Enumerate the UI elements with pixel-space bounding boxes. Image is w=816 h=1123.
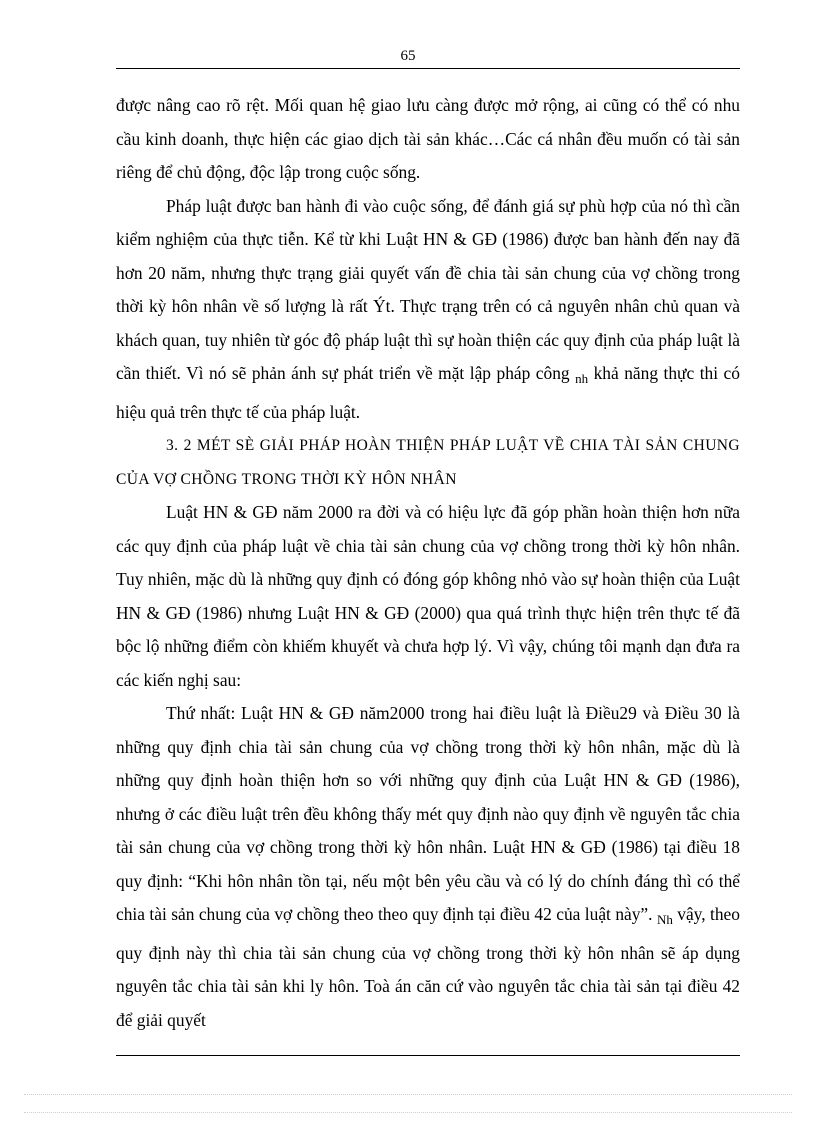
footer-rule: [116, 1055, 740, 1056]
paragraph-3: Luật HN & GĐ năm 2000 ra đời và có hiệu lực đã góp phần hoàn thiện hơn nữa các quy định của pháp luật về chia tài sản chung của vợ chồng trong thời kỳ hôn nhân. Tuy nhiên, mặc dù là những quy định có đóng góp không nhỏ vào sự hoàn thiện của Luật HN & GĐ (1986) nhưng Luật HN & GĐ (2000) qua quá trình thực hiện trên thực tế đã bộc lộ những điểm còn khiếm khuyết và chưa hợp lý. Vì vậy, chúng tôi mạnh dạn đưa ra các kiến nghị sau:: [116, 502, 740, 690]
document-body: [116, 89, 740, 1037]
section-heading: 3. 2 MÉT SÈ GIẢI PHÁP HOÀN THIỆN PHÁP LUẬT VỀ CHIA TÀI SẢN CHUNG CỦA VỢ CHỒNG TRONG THỜI KỲ HÔN NHÂN: [116, 437, 740, 488]
paragraph-4-fragment: Nh: [656, 912, 673, 927]
page-number: 65: [400, 48, 416, 64]
paragraph-4-text-b: vậy, theo quy định này thì chia tài sản chung của vợ chồng trong thời kỳ hôn nhân sẽ áp dụng nguyên tắc chia tài sản khi ly hôn. Toà án căn cứ vào nguyên tắc chia tài sản tại điều 42 để giải quyết: [116, 904, 740, 1030]
paragraph-2-text-b: khả năng thực thi có hiệu quả trên thực tế của pháp luật.: [116, 363, 740, 422]
paragraph-4-text-a: Thứ nhất: Luật HN & GĐ năm2000 trong hai điều luật là Điều29 và Điều 30 là những quy định chia tài sản chung của vợ chồng trong thời kỳ hôn nhân, mặc dù là những quy định hoàn thiện hơn so với những quy định của Luật HN & GĐ (1986), nhưng ở các điều luật trên đều không thấy mét quy định nào quy định về nguyên tắc chia tài sản chung của vợ chồng trong thời kỳ hôn nhân. Luật HN & GĐ (1986) tại điều 18 quy định: “Khi hôn nhân tồn tại, nếu một bên yêu cầu và có lý do chính đáng thì có thể chia tài sản chung của vợ chồng theo theo quy định tại điều 42 của luật này”.: [116, 703, 740, 924]
header-rule: [116, 68, 740, 69]
paragraph-2-text-a: Pháp luật được ban hành đi vào cuộc sống, để đánh giá sự phù hợp của nó thì cần kiểm nghiệm của thực tiễn. Kể từ khi Luật HN & GĐ (1986) được ban hành đến nay đã hơn 20 năm, nhưng thực trạng giải quyết vấn đề chia tài sản chung của vợ chồng trong thời kỳ hôn nhân về số lượng là rất Ýt. Thực trạng trên có cả nguyên nhân chủ quan và khách quan, tuy nhiên từ góc độ pháp luật thì sự hoàn thiện các quy định của pháp luật là cần thiết. Vì nó sẽ phản ánh sự phát triển về mặt lập pháp công: [116, 195, 740, 383]
page-edge-dotted-line: [24, 1094, 792, 1095]
paragraph-2-fragment: nh: [575, 371, 589, 386]
paragraph-2: [116, 190, 740, 430]
paragraph-4: [116, 697, 740, 1037]
page-edge-dotted-line-2: [24, 1112, 792, 1113]
paragraph-1: được nâng cao rõ rệt. Mối quan hệ giao lưu càng được mở rộng, ai cũng có thể có nhu cầu kinh doanh, thực hiện các giao dịch tài sản khác…Các cá nhân đều muốn có tài sản riêng để chủ động, độc lập trong cuộc sống.: [116, 95, 740, 182]
